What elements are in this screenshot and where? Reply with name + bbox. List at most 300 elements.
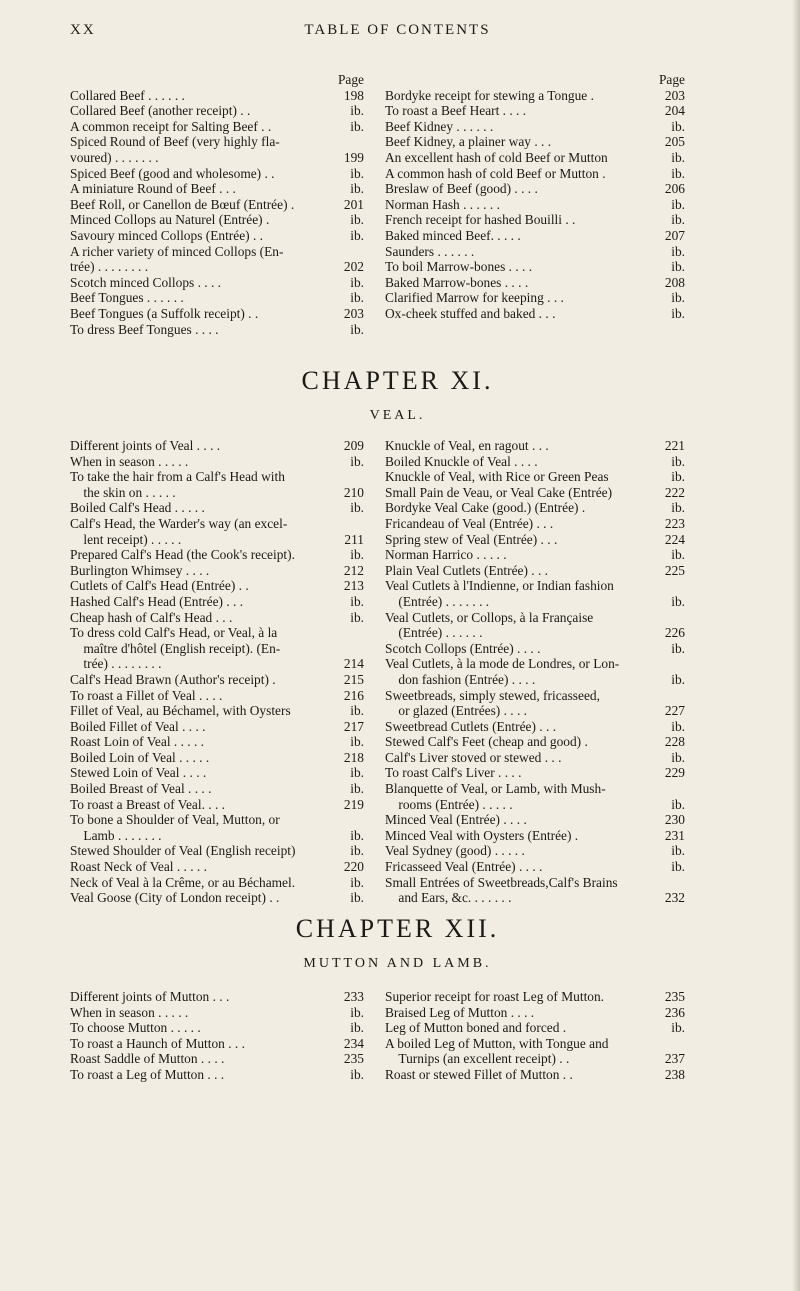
toc-entry-page: 223 bbox=[662, 516, 685, 532]
toc-entry bbox=[385, 672, 685, 688]
toc-entry-title: When in season . . . . . bbox=[70, 1004, 189, 1020]
toc-entry-title: Veal Cutlets, or Collops, à la Française bbox=[385, 609, 594, 625]
toc-entry bbox=[70, 454, 364, 470]
toc-entry bbox=[70, 103, 364, 119]
toc-entry bbox=[385, 625, 685, 641]
toc-entry bbox=[70, 672, 364, 688]
toc-entry-title: Ox-cheek stuffed and baked . . . bbox=[385, 305, 556, 321]
toc-entry bbox=[385, 859, 685, 875]
toc-entry bbox=[70, 688, 364, 704]
toc-entry bbox=[385, 119, 685, 135]
toc-entry bbox=[385, 228, 685, 244]
toc-entry bbox=[385, 765, 685, 781]
toc-entry-page: ib. bbox=[668, 150, 685, 166]
toc-entry-page: ib. bbox=[668, 306, 685, 322]
toc-entry-title: Norman Hash . . . . . . bbox=[385, 196, 500, 212]
toc-entry-page: ib. bbox=[347, 734, 364, 750]
chapter-xii-title: CHAPTER XII. bbox=[295, 914, 500, 943]
toc-entry-page: ib. bbox=[347, 119, 364, 135]
toc-entry-page: 208 bbox=[662, 275, 685, 291]
chapter-xi-title: CHAPTER XI. bbox=[301, 366, 494, 395]
toc-entry-page: ib. bbox=[347, 765, 364, 781]
toc-entry-title: Veal Cutlets à l'Indienne, or Indian fashion bbox=[385, 578, 614, 594]
toc-entry-title: Turnips (an excellent receipt) . . bbox=[385, 1051, 570, 1067]
toc-entry-page: 210 bbox=[341, 485, 364, 501]
toc-entry bbox=[70, 150, 364, 166]
toc-entry-page: ib. bbox=[668, 641, 685, 657]
toc-entry-title: Different joints of Mutton . . . bbox=[70, 989, 230, 1004]
toc-entry bbox=[385, 703, 685, 719]
toc-entry-title: Cheap hash of Calf's Head . . . bbox=[70, 609, 233, 625]
toc-entry-title: A common receipt for Salting Beef . . bbox=[70, 118, 272, 134]
toc-entry bbox=[70, 516, 364, 532]
toc-entry bbox=[385, 212, 685, 228]
toc-entry-title: A boiled Leg of Mutton, with Tongue and bbox=[385, 1035, 609, 1051]
toc-entry bbox=[385, 1067, 685, 1083]
toc-entry bbox=[70, 119, 364, 135]
toc-entry bbox=[385, 532, 685, 548]
toc-entry-page: ib. bbox=[668, 469, 685, 485]
toc-entry-title: Savoury minced Collops (Entrée) . . bbox=[70, 227, 264, 243]
toc-entry-page: ib. bbox=[347, 290, 364, 306]
toc-entry-title: A miniature Round of Beef . . . bbox=[70, 181, 236, 197]
toc-entry-title: Minced Veal (Entrée) . . . . bbox=[385, 812, 527, 828]
toc-entry-title: Beef Tongues . . . . . . bbox=[70, 290, 184, 306]
toc-entry-title: To boil Marrow-bones . . . . bbox=[385, 259, 533, 275]
toc-entry bbox=[385, 1020, 685, 1036]
toc-entry-title: Plain Veal Cutlets (Entrée) . . . bbox=[385, 562, 549, 578]
toc-entry-page: 228 bbox=[662, 734, 685, 750]
toc-entry bbox=[385, 275, 685, 291]
toc-entry-page: ib. bbox=[347, 1020, 364, 1036]
toc-entry bbox=[70, 1067, 364, 1083]
toc-entry-page: 236 bbox=[662, 1005, 685, 1021]
toc-entry bbox=[385, 688, 685, 704]
toc-entry-page: ib. bbox=[668, 244, 685, 260]
toc-entry bbox=[385, 454, 685, 470]
toc-entry-title: Spiced Beef (good and wholesome) . . bbox=[70, 165, 275, 181]
toc-entry-title: Blanquette of Veal, or Lamb, with Mush- bbox=[385, 781, 606, 797]
toc-entry-page: 218 bbox=[341, 750, 364, 766]
toc-entry-title: Small Entrées of Sweetbreads,Calf's Brains bbox=[385, 874, 618, 890]
toc-entry-page: 235 bbox=[662, 989, 685, 1005]
toc-entry-page: 217 bbox=[341, 719, 364, 735]
toc-entry-title: Baked minced Beef. . . . . bbox=[385, 227, 521, 243]
toc-entry-title: Roast Loin of Veal . . . . . bbox=[70, 734, 205, 750]
toc-entry-title: Saunders . . . . . . bbox=[385, 243, 475, 259]
toc-entry bbox=[70, 734, 364, 750]
toc-entry-page: ib. bbox=[347, 547, 364, 563]
toc-entry bbox=[385, 890, 685, 906]
toc-entry bbox=[70, 890, 364, 906]
toc-entry-title: Stewed Calf's Feet (cheap and good) . bbox=[385, 734, 588, 750]
toc-entry-title: maître d'hôtel (English receipt). (En- bbox=[70, 640, 281, 656]
toc-entry-page: 205 bbox=[662, 134, 685, 150]
toc-entry-page: ib. bbox=[347, 1005, 364, 1021]
toc-entry-title: A richer variety of minced Collops (En- bbox=[70, 243, 284, 259]
toc-entry bbox=[70, 719, 364, 735]
toc-entry-title: Stewed Loin of Veal . . . . bbox=[70, 765, 207, 781]
toc-entry-page: 227 bbox=[662, 703, 685, 719]
toc-entry-title: Minced Veal with Oysters (Entrée) . bbox=[385, 827, 579, 843]
toc-entry-title: To roast a Haunch of Mutton . . . bbox=[70, 1035, 245, 1051]
toc-entry bbox=[385, 516, 685, 532]
toc-entry-title: Beef Roll, or Canellon de Bœuf (Entrée) . bbox=[70, 196, 295, 212]
toc-entry-title: Clarified Marrow for keeping . . . bbox=[385, 290, 564, 306]
toc-entry-page: ib. bbox=[668, 750, 685, 766]
toc-entry-page: 206 bbox=[662, 181, 685, 197]
toc-entry bbox=[385, 781, 685, 797]
toc-entry-page: 216 bbox=[341, 688, 364, 704]
page-column-label: Page bbox=[658, 72, 685, 87]
toc-entry bbox=[70, 875, 364, 891]
toc-entry-page: ib. bbox=[668, 197, 685, 213]
toc-entry-title: To bone a Shoulder of Veal, Mutton, or bbox=[70, 812, 280, 828]
mutton-list-right bbox=[385, 989, 685, 1083]
toc-entry-title: voured) . . . . . . . bbox=[70, 149, 159, 165]
toc-entry-title: Roast Neck of Veal . . . . . bbox=[70, 859, 207, 875]
toc-entry-page: 229 bbox=[662, 765, 685, 781]
toc-entry bbox=[70, 1020, 364, 1036]
toc-entry-title: To take the hair from a Calf's Head with bbox=[70, 469, 285, 485]
toc-entry-title: An excellent hash of cold Beef or Mutton bbox=[385, 149, 608, 165]
toc-entry-page: ib. bbox=[668, 290, 685, 306]
toc-entry-title: Sweetbread Cutlets (Entrée) . . . bbox=[385, 718, 557, 734]
toc-entry bbox=[385, 290, 685, 306]
toc-entry-page: ib. bbox=[668, 719, 685, 735]
toc-entry-title: Burlington Whimsey . . . . bbox=[70, 562, 210, 578]
toc-entry bbox=[70, 88, 364, 104]
toc-entry-page: ib. bbox=[668, 500, 685, 516]
toc-entry bbox=[70, 703, 364, 719]
toc-entry-page: 233 bbox=[341, 989, 364, 1005]
toc-entry-page: ib. bbox=[668, 1020, 685, 1036]
toc-entry bbox=[70, 781, 364, 797]
page-number: XX bbox=[70, 22, 96, 38]
toc-entry bbox=[70, 765, 364, 781]
toc-entry-page: 238 bbox=[662, 1067, 685, 1083]
toc-entry-page: 219 bbox=[341, 797, 364, 813]
toc-entry-page: 201 bbox=[341, 197, 364, 213]
toc-entry bbox=[70, 641, 364, 657]
toc-entry-title: Boiled Breast of Veal . . . . bbox=[70, 781, 212, 797]
toc-entry-page: ib. bbox=[347, 322, 364, 338]
veal-list-left bbox=[70, 438, 364, 906]
toc-entry-title: To choose Mutton . . . . . bbox=[70, 1020, 201, 1036]
toc-entry-page: ib. bbox=[347, 103, 364, 119]
toc-entry bbox=[70, 625, 364, 641]
toc-entry-page: ib. bbox=[347, 843, 364, 859]
toc-entry-title: Superior receipt for roast Leg of Mutton. bbox=[385, 989, 605, 1004]
toc-entry-page: ib. bbox=[668, 454, 685, 470]
toc-entry-title: Fricandeau of Veal (Entrée) . . . bbox=[385, 515, 554, 531]
toc-entry-page: ib. bbox=[347, 275, 364, 291]
toc-entry-page: 215 bbox=[341, 672, 364, 688]
toc-entry-title: Sweetbreads, simply stewed, fricasseed, bbox=[385, 687, 600, 703]
toc-entry bbox=[70, 485, 364, 501]
toc-entry-page: 207 bbox=[662, 228, 685, 244]
toc-entry bbox=[385, 1005, 685, 1021]
toc-entry-title: Leg of Mutton boned and forced . bbox=[385, 1020, 567, 1036]
toc-entry-title: Calf's Head, the Warder's way (an excel- bbox=[70, 515, 288, 531]
toc-entry bbox=[385, 563, 685, 579]
toc-entry-title: Veal Goose (City of London receipt) . . bbox=[70, 890, 280, 906]
toc-entry-page: ib. bbox=[347, 610, 364, 626]
toc-entry-title: To dress Beef Tongues . . . . bbox=[70, 321, 219, 337]
toc-entry bbox=[385, 719, 685, 735]
mutton-list-left bbox=[70, 989, 364, 1083]
toc-entry-page: 237 bbox=[662, 1051, 685, 1067]
toc-entry bbox=[70, 259, 364, 275]
toc-entry-page: 224 bbox=[662, 532, 685, 548]
toc-entry-title: lent receipt) . . . . . bbox=[70, 531, 182, 547]
toc-entry bbox=[70, 594, 364, 610]
toc-entry bbox=[385, 259, 685, 275]
toc-entry bbox=[70, 306, 364, 322]
toc-entry-title: Roast or stewed Fillet of Mutton . . bbox=[385, 1066, 573, 1082]
page-edge-shadow bbox=[792, 0, 800, 1291]
toc-entry-page: 221 bbox=[662, 438, 685, 454]
toc-entry bbox=[70, 134, 364, 150]
toc-entry bbox=[385, 103, 685, 119]
toc-entry bbox=[70, 212, 364, 228]
toc-entry-page: ib. bbox=[668, 594, 685, 610]
toc-entry bbox=[385, 812, 685, 828]
toc-entry-page: ib. bbox=[347, 594, 364, 610]
chapter-xi-subtitle: VEAL. bbox=[369, 408, 426, 423]
toc-entry bbox=[70, 244, 364, 260]
toc-entry-page: 225 bbox=[662, 563, 685, 579]
toc-entry-title: Veal Cutlets, à la mode de Londres, or Lon- bbox=[385, 656, 620, 672]
beef-list-right bbox=[385, 72, 685, 322]
toc-entry-title: Calf's Head Brawn (Author's receipt) . bbox=[70, 671, 276, 687]
toc-entry-page: 230 bbox=[662, 812, 685, 828]
toc-entry-title: Collared Beef (another receipt) . . bbox=[70, 103, 251, 119]
toc-entry bbox=[70, 578, 364, 594]
veal-list-right bbox=[385, 438, 685, 906]
toc-entry bbox=[385, 150, 685, 166]
toc-entry-title: trée) . . . . . . . . bbox=[70, 259, 149, 275]
toc-entry-page: 220 bbox=[341, 859, 364, 875]
toc-entry bbox=[385, 306, 685, 322]
toc-entry-title: and Ears, &c. . . . . . . bbox=[385, 890, 512, 906]
toc-entry-page: ib. bbox=[347, 875, 364, 891]
toc-entry-title: (Entrée) . . . . . . bbox=[385, 625, 483, 641]
toc-entry bbox=[385, 989, 685, 1005]
toc-entry-page: ib. bbox=[347, 500, 364, 516]
toc-entry-page: ib. bbox=[347, 828, 364, 844]
toc-entry bbox=[385, 547, 685, 563]
toc-entry-page: 234 bbox=[341, 1036, 364, 1052]
toc-entry-title: Norman Harrico . . . . . bbox=[385, 547, 507, 563]
toc-entry-page: ib. bbox=[347, 1067, 364, 1083]
toc-entry-page: 232 bbox=[662, 890, 685, 906]
toc-entry-title: A common hash of cold Beef or Mutton . bbox=[385, 165, 606, 181]
toc-entry-title: To roast a Breast of Veal. . . . bbox=[70, 796, 225, 812]
toc-entry-page: ib. bbox=[668, 843, 685, 859]
toc-entry-title: Different joints of Veal . . . . bbox=[70, 438, 221, 453]
toc-entry-title: Breslaw of Beef (good) . . . . bbox=[385, 181, 538, 197]
toc-entry-title: To roast Calf's Liver . . . . bbox=[385, 765, 522, 781]
toc-entry-page: ib. bbox=[347, 212, 364, 228]
toc-entry-page: 209 bbox=[341, 438, 364, 454]
toc-entry-title: Prepared Calf's Head (the Cook's receipt). bbox=[70, 547, 295, 563]
toc-entry-title: French receipt for hashed Bouilli . . bbox=[385, 212, 576, 228]
toc-entry bbox=[70, 275, 364, 291]
toc-entry-title: Knuckle of Veal, en ragout . . . bbox=[385, 438, 549, 453]
toc-entry bbox=[385, 610, 685, 626]
toc-entry-page: ib. bbox=[668, 672, 685, 688]
toc-entry bbox=[70, 797, 364, 813]
toc-entry bbox=[385, 197, 685, 213]
toc-entry bbox=[385, 797, 685, 813]
toc-entry-title: To roast a Beef Heart . . . . bbox=[385, 103, 527, 119]
toc-entry bbox=[70, 1051, 364, 1067]
toc-entry-page: 231 bbox=[662, 828, 685, 844]
toc-entry-page: 211 bbox=[341, 532, 364, 548]
toc-entry-title: Boiled Fillet of Veal . . . . bbox=[70, 718, 206, 734]
toc-entry-title: Beef Tongues (a Suffolk receipt) . . bbox=[70, 305, 259, 321]
toc-entry-title: Braised Leg of Mutton . . . . bbox=[385, 1004, 535, 1020]
toc-entry-title: Fricasseed Veal (Entrée) . . . . bbox=[385, 859, 543, 875]
toc-entry-title: Boiled Calf's Head . . . . . bbox=[70, 500, 205, 516]
toc-entry-page: 214 bbox=[341, 656, 364, 672]
toc-entry-title: Roast Saddle of Mutton . . . . bbox=[70, 1051, 225, 1067]
toc-entry-page: 213 bbox=[341, 578, 364, 594]
toc-entry bbox=[70, 656, 364, 672]
toc-entry bbox=[70, 500, 364, 516]
toc-entry-title: When in season . . . . . bbox=[70, 453, 189, 469]
toc-entry-title: (Entrée) . . . . . . . bbox=[385, 593, 490, 609]
toc-entry bbox=[70, 322, 364, 338]
toc-entry-title: Hashed Calf's Head (Entrée) . . . bbox=[70, 593, 244, 609]
toc-entry-title: Cutlets of Calf's Head (Entrée) . . bbox=[70, 578, 249, 594]
toc-entry-title: Neck of Veal à la Crême, or au Béchamel. bbox=[70, 874, 296, 890]
toc-entry-page: 198 bbox=[341, 88, 364, 104]
toc-entry bbox=[385, 750, 685, 766]
toc-entry bbox=[70, 228, 364, 244]
toc-entry bbox=[70, 1036, 364, 1052]
toc-entry-title: trée) . . . . . . . . bbox=[70, 656, 162, 672]
toc-entry-page: 202 bbox=[341, 259, 364, 275]
toc-entry-title: the skin on . . . . . bbox=[70, 484, 176, 500]
toc-entry-title: Baked Marrow-bones . . . . bbox=[385, 274, 529, 290]
page-title: TABLE OF CONTENTS bbox=[304, 22, 491, 38]
toc-entry-page: ib. bbox=[668, 259, 685, 275]
toc-entry bbox=[385, 641, 685, 657]
toc-entry-page: 203 bbox=[341, 306, 364, 322]
toc-entry bbox=[70, 750, 364, 766]
toc-entry bbox=[70, 989, 364, 1005]
toc-entry bbox=[70, 532, 364, 548]
toc-entry-title: don fashion (Entrée) . . . . bbox=[385, 671, 536, 687]
toc-entry-page: ib. bbox=[347, 228, 364, 244]
toc-entry bbox=[70, 290, 364, 306]
toc-entry-page: ib. bbox=[347, 703, 364, 719]
toc-entry bbox=[70, 610, 364, 626]
toc-entry bbox=[385, 1051, 685, 1067]
toc-entry-page: ib. bbox=[668, 859, 685, 875]
toc-entry-page: ib. bbox=[347, 181, 364, 197]
toc-entry bbox=[385, 88, 685, 104]
toc-entry-title: To roast a Leg of Mutton . . . bbox=[70, 1066, 225, 1082]
toc-entry-title: Fillet of Veal, au Béchamel, with Oysters bbox=[70, 703, 291, 719]
toc-entry-page: ib. bbox=[347, 454, 364, 470]
toc-entry bbox=[385, 843, 685, 859]
toc-entry-title: or glazed (Entrées) . . . . bbox=[385, 703, 528, 719]
toc-entry-title: Minced Collops au Naturel (Entrée) . bbox=[70, 212, 270, 228]
toc-entry-page: 235 bbox=[341, 1051, 364, 1067]
chapter-xii-subtitle: MUTTON AND LAMB. bbox=[303, 956, 492, 971]
toc-entry bbox=[385, 134, 685, 150]
toc-entry-page: ib. bbox=[668, 212, 685, 228]
toc-entry bbox=[385, 578, 685, 594]
toc-entry-page: ib. bbox=[347, 166, 364, 182]
toc-entry-title: Boiled Knuckle of Veal . . . . bbox=[385, 453, 538, 469]
page-column-label: Page bbox=[337, 72, 364, 87]
toc-entry-title: Beef Kidney . . . . . . bbox=[385, 118, 494, 134]
toc-entry-title: Bordyke receipt for stewing a Tongue . bbox=[385, 87, 594, 103]
toc-entry-page: 212 bbox=[341, 563, 364, 579]
toc-entry-page: ib. bbox=[668, 547, 685, 563]
toc-entry bbox=[385, 181, 685, 197]
toc-entry-title: Veal Sydney (good) . . . . . bbox=[385, 843, 525, 859]
toc-entry-page: ib. bbox=[347, 781, 364, 797]
toc-entry-title: Calf's Liver stoved or stewed . . . bbox=[385, 749, 562, 765]
toc-entry bbox=[70, 859, 364, 875]
toc-entry-title: Scotch Collops (Entrée) . . . . bbox=[385, 640, 541, 656]
toc-entry bbox=[385, 1036, 685, 1052]
toc-entry-title: Small Pain de Veau, or Veal Cake (Entrée) bbox=[385, 484, 613, 500]
toc-entry-title: Stewed Shoulder of Veal (English receipt) bbox=[70, 843, 296, 859]
toc-entry bbox=[385, 438, 685, 454]
toc-entry-title: Collared Beef . . . . . . bbox=[70, 87, 185, 103]
toc-entry-title: To roast a Fillet of Veal . . . . bbox=[70, 687, 223, 703]
toc-entry-page: 199 bbox=[341, 150, 364, 166]
toc-entry-page: 226 bbox=[662, 625, 685, 641]
toc-entry bbox=[385, 734, 685, 750]
running-head bbox=[70, 22, 725, 46]
toc-entry bbox=[385, 594, 685, 610]
toc-entry bbox=[385, 244, 685, 260]
toc-entry bbox=[70, 563, 364, 579]
toc-entry-page: 222 bbox=[662, 485, 685, 501]
toc-entry bbox=[70, 438, 364, 454]
toc-entry bbox=[385, 500, 685, 516]
toc-entry bbox=[385, 485, 685, 501]
toc-entry-page: ib. bbox=[668, 166, 685, 182]
toc-entry-title: rooms (Entrée) . . . . . bbox=[385, 796, 513, 812]
toc-entry-title: Spring stew of Veal (Entrée) . . . bbox=[385, 531, 558, 547]
toc-entry-title: Spiced Round of Beef (very highly fla- bbox=[70, 134, 280, 150]
toc-entry-title: Boiled Loin of Veal . . . . . bbox=[70, 749, 210, 765]
toc-entry bbox=[385, 828, 685, 844]
toc-entry-page: ib. bbox=[668, 797, 685, 813]
toc-entry bbox=[385, 166, 685, 182]
toc-entry bbox=[70, 843, 364, 859]
toc-entry bbox=[70, 181, 364, 197]
toc-entry bbox=[70, 197, 364, 213]
toc-entry bbox=[70, 547, 364, 563]
toc-entry-title: Scotch minced Collops . . . . bbox=[70, 274, 222, 290]
toc-entry bbox=[385, 469, 685, 485]
toc-entry-title: Lamb . . . . . . . bbox=[70, 827, 162, 843]
toc-entry-title: Bordyke Veal Cake (good.) (Entrée) . bbox=[385, 500, 586, 516]
toc-entry bbox=[70, 1005, 364, 1021]
toc-entry-page: 203 bbox=[662, 88, 685, 104]
toc-entry-title: To dress cold Calf's Head, or Veal, à la bbox=[70, 625, 278, 641]
toc-entry bbox=[70, 469, 364, 485]
